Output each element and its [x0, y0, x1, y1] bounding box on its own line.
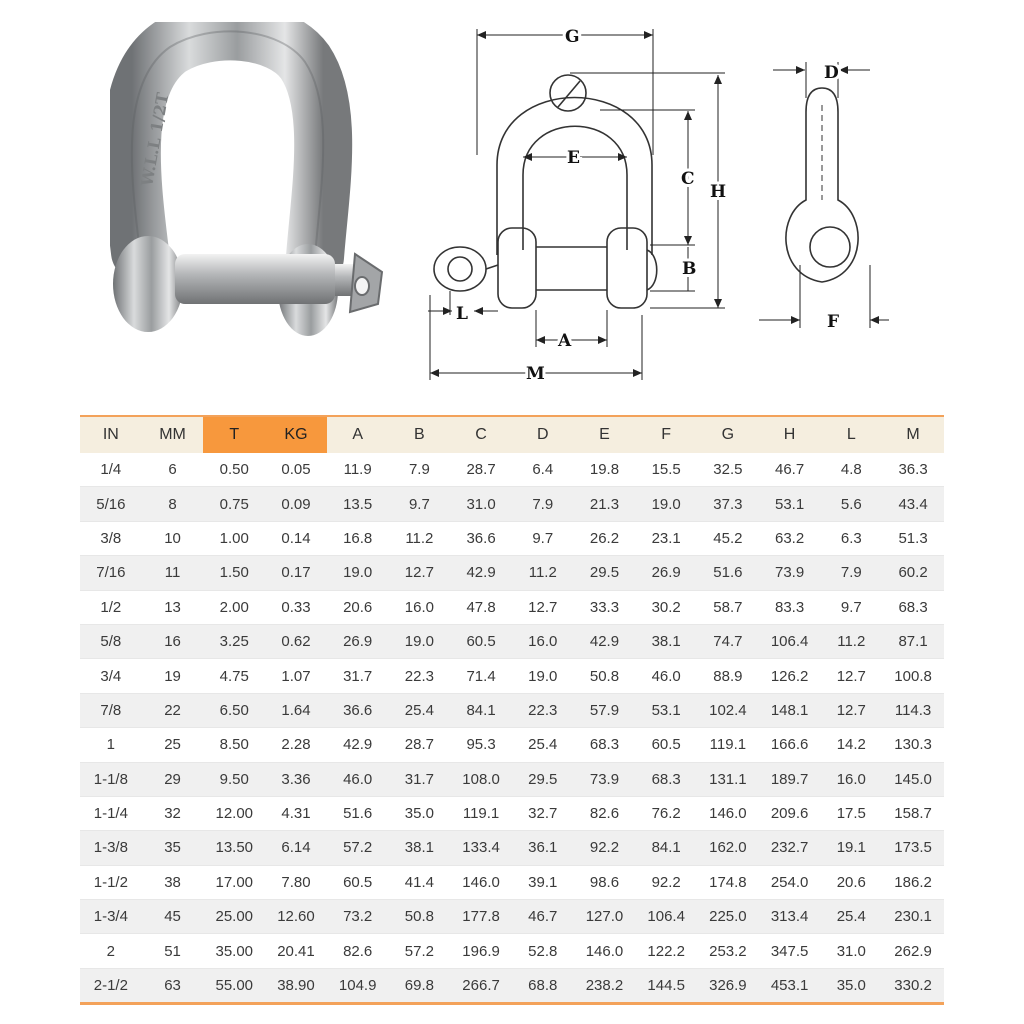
column-header-c: C: [450, 416, 512, 453]
dim-label-f: F: [827, 312, 840, 330]
table-cell-a: 46.0: [327, 762, 389, 796]
table-cell-kg: 0.62: [265, 624, 327, 658]
table-cell-in: 1-1/8: [80, 762, 142, 796]
table-cell-d: 29.5: [512, 762, 574, 796]
table-cell-h: 209.6: [759, 796, 821, 830]
column-header-in: IN: [80, 416, 142, 453]
table-cell-l: 4.8: [820, 453, 882, 487]
column-header-l: L: [820, 416, 882, 453]
column-header-h: H: [759, 416, 821, 453]
table-row: [80, 556, 944, 590]
table-cell-f: 38.1: [635, 624, 697, 658]
table-cell-b: 41.4: [389, 865, 451, 899]
table-cell-f: 30.2: [635, 590, 697, 624]
table-cell-l: 14.2: [820, 728, 882, 762]
table-cell-a: 31.7: [327, 659, 389, 693]
table-row: [80, 659, 944, 693]
table-cell-c: 84.1: [450, 693, 512, 727]
table-cell-h: 254.0: [759, 865, 821, 899]
table-cell-f: 106.4: [635, 900, 697, 934]
table-cell-g: 174.8: [697, 865, 759, 899]
table-cell-l: 19.1: [820, 831, 882, 865]
table-cell-h: 148.1: [759, 693, 821, 727]
table-cell-l: 5.6: [820, 487, 882, 521]
table-cell-mm: 51: [142, 934, 204, 968]
table-cell-h: 189.7: [759, 762, 821, 796]
column-header-kg: KG: [265, 416, 327, 453]
table-cell-kg: 7.80: [265, 865, 327, 899]
table-cell-m: 230.1: [882, 900, 944, 934]
table-cell-c: 196.9: [450, 934, 512, 968]
table-cell-h: 453.1: [759, 968, 821, 1003]
table-cell-c: 60.5: [450, 624, 512, 658]
table-cell-mm: 32: [142, 796, 204, 830]
table-cell-l: 6.3: [820, 521, 882, 555]
table-row: [80, 865, 944, 899]
table-cell-f: 60.5: [635, 728, 697, 762]
table-cell-t: 4.75: [203, 659, 265, 693]
table-cell-in: 1: [80, 728, 142, 762]
table-cell-in: 1-1/4: [80, 796, 142, 830]
table-cell-d: 12.7: [512, 590, 574, 624]
table-cell-f: 46.0: [635, 659, 697, 693]
table-cell-a: 104.9: [327, 968, 389, 1003]
table-cell-l: 31.0: [820, 934, 882, 968]
table-cell-b: 35.0: [389, 796, 451, 830]
table-cell-b: 16.0: [389, 590, 451, 624]
table-cell-kg: 4.31: [265, 796, 327, 830]
table-cell-f: 68.3: [635, 762, 697, 796]
table-cell-g: 146.0: [697, 796, 759, 830]
table-cell-t: 8.50: [203, 728, 265, 762]
table-cell-b: 57.2: [389, 934, 451, 968]
table-cell-t: 25.00: [203, 900, 265, 934]
table-cell-f: 122.2: [635, 934, 697, 968]
table-cell-d: 16.0: [512, 624, 574, 658]
table-cell-m: 68.3: [882, 590, 944, 624]
table-cell-m: 114.3: [882, 693, 944, 727]
table-cell-f: 92.2: [635, 865, 697, 899]
table-cell-l: 35.0: [820, 968, 882, 1003]
table-cell-c: 28.7: [450, 453, 512, 487]
table-cell-a: 57.2: [327, 831, 389, 865]
table-cell-f: 23.1: [635, 521, 697, 555]
table-cell-g: 37.3: [697, 487, 759, 521]
table-cell-in: 1-3/4: [80, 900, 142, 934]
table-cell-h: 166.6: [759, 728, 821, 762]
table-cell-in: 1-1/2: [80, 865, 142, 899]
column-header-t: T: [203, 416, 265, 453]
table-cell-d: 32.7: [512, 796, 574, 830]
table-cell-l: 16.0: [820, 762, 882, 796]
table-cell-g: 51.6: [697, 556, 759, 590]
table-cell-a: 19.0: [327, 556, 389, 590]
table-cell-h: 347.5: [759, 934, 821, 968]
table-cell-a: 26.9: [327, 624, 389, 658]
table-row: [80, 968, 944, 1003]
table-cell-kg: 1.07: [265, 659, 327, 693]
table-cell-a: 51.6: [327, 796, 389, 830]
table-cell-c: 266.7: [450, 968, 512, 1003]
table-cell-g: 102.4: [697, 693, 759, 727]
table-cell-g: 45.2: [697, 521, 759, 555]
table-cell-kg: 20.41: [265, 934, 327, 968]
table-cell-d: 46.7: [512, 900, 574, 934]
table-row: [80, 590, 944, 624]
table-row: [80, 900, 944, 934]
shackle-photo: [110, 22, 390, 352]
table-cell-b: 11.2: [389, 521, 451, 555]
table-cell-t: 6.50: [203, 693, 265, 727]
dim-label-e: E: [567, 148, 580, 168]
table-cell-b: 25.4: [389, 693, 451, 727]
table-cell-t: 1.00: [203, 521, 265, 555]
table-cell-a: 82.6: [327, 934, 389, 968]
table-cell-g: 88.9: [697, 659, 759, 693]
table-cell-t: 13.50: [203, 831, 265, 865]
table-cell-e: 29.5: [574, 556, 636, 590]
table-cell-g: 119.1: [697, 728, 759, 762]
table-cell-m: 87.1: [882, 624, 944, 658]
table-cell-g: 253.2: [697, 934, 759, 968]
spec-table: [80, 415, 944, 1005]
table-cell-e: 26.2: [574, 521, 636, 555]
table-cell-in: 1/4: [80, 453, 142, 487]
table-row: [80, 693, 944, 727]
shackle-front-diagram: [420, 15, 750, 390]
table-row: [80, 453, 944, 487]
table-cell-l: 17.5: [820, 796, 882, 830]
table-cell-a: 73.2: [327, 900, 389, 934]
table-cell-mm: 16: [142, 624, 204, 658]
shackle-side-diagram: [755, 50, 890, 330]
table-cell-h: 126.2: [759, 659, 821, 693]
table-cell-c: 71.4: [450, 659, 512, 693]
table-cell-t: 17.00: [203, 865, 265, 899]
table-cell-t: 9.50: [203, 762, 265, 796]
table-cell-g: 74.7: [697, 624, 759, 658]
column-header-mm: MM: [142, 416, 204, 453]
table-cell-m: 130.3: [882, 728, 944, 762]
table-cell-mm: 29: [142, 762, 204, 796]
table-cell-d: 19.0: [512, 659, 574, 693]
table-body: [80, 453, 944, 1004]
table-row: [80, 728, 944, 762]
table-cell-g: 32.5: [697, 453, 759, 487]
table-cell-b: 69.8: [389, 968, 451, 1003]
table-cell-t: 35.00: [203, 934, 265, 968]
table-cell-mm: 13: [142, 590, 204, 624]
table-cell-in: 2: [80, 934, 142, 968]
table-cell-mm: 35: [142, 831, 204, 865]
table-cell-in: 7/8: [80, 693, 142, 727]
table-header-row: [80, 416, 944, 453]
table-cell-e: 238.2: [574, 968, 636, 1003]
table-cell-g: 326.9: [697, 968, 759, 1003]
table-cell-kg: 0.33: [265, 590, 327, 624]
table-cell-e: 19.8: [574, 453, 636, 487]
table-cell-kg: 1.64: [265, 693, 327, 727]
table-cell-d: 36.1: [512, 831, 574, 865]
dim-label-g: G: [565, 27, 580, 47]
table-cell-g: 162.0: [697, 831, 759, 865]
table-cell-b: 31.7: [389, 762, 451, 796]
table-cell-h: 83.3: [759, 590, 821, 624]
table-cell-kg: 38.90: [265, 968, 327, 1003]
column-header-b: B: [389, 416, 451, 453]
table-cell-kg: 12.60: [265, 900, 327, 934]
table-cell-mm: 63: [142, 968, 204, 1003]
table-cell-e: 98.6: [574, 865, 636, 899]
table-row: [80, 762, 944, 796]
table-cell-d: 68.8: [512, 968, 574, 1003]
table-cell-mm: 10: [142, 521, 204, 555]
table-cell-kg: 6.14: [265, 831, 327, 865]
table-cell-in: 2-1/2: [80, 968, 142, 1003]
table-cell-l: 20.6: [820, 865, 882, 899]
dim-label-d: D: [824, 63, 839, 83]
table-cell-b: 19.0: [389, 624, 451, 658]
table-cell-b: 22.3: [389, 659, 451, 693]
table-cell-kg: 3.36: [265, 762, 327, 796]
dim-label-b: B: [682, 259, 697, 279]
table-cell-in: 1/2: [80, 590, 142, 624]
table-cell-c: 119.1: [450, 796, 512, 830]
dim-label-l: L: [456, 304, 468, 324]
table-cell-l: 25.4: [820, 900, 882, 934]
table-cell-h: 106.4: [759, 624, 821, 658]
table-cell-kg: 0.14: [265, 521, 327, 555]
dim-label-a: A: [558, 331, 572, 351]
table-cell-b: 7.9: [389, 453, 451, 487]
table-cell-m: 158.7: [882, 796, 944, 830]
table-cell-c: 36.6: [450, 521, 512, 555]
table-cell-h: 73.9: [759, 556, 821, 590]
table-cell-mm: 19: [142, 659, 204, 693]
table-cell-d: 9.7: [512, 521, 574, 555]
table-cell-a: 36.6: [327, 693, 389, 727]
table-cell-t: 3.25: [203, 624, 265, 658]
table-cell-f: 84.1: [635, 831, 697, 865]
column-header-e: E: [574, 416, 636, 453]
table-cell-kg: 0.09: [265, 487, 327, 521]
table-cell-e: 57.9: [574, 693, 636, 727]
column-header-g: G: [697, 416, 759, 453]
table-cell-d: 25.4: [512, 728, 574, 762]
column-header-f: F: [635, 416, 697, 453]
table-row: [80, 624, 944, 658]
table-cell-in: 3/4: [80, 659, 142, 693]
dim-label-c: C: [681, 169, 695, 189]
table-cell-b: 38.1: [389, 831, 451, 865]
table-cell-l: 11.2: [820, 624, 882, 658]
table-row: [80, 796, 944, 830]
table-row: [80, 934, 944, 968]
table-cell-m: 100.8: [882, 659, 944, 693]
table-cell-c: 47.8: [450, 590, 512, 624]
table-cell-t: 2.00: [203, 590, 265, 624]
table-cell-c: 146.0: [450, 865, 512, 899]
table-cell-g: 225.0: [697, 900, 759, 934]
table-cell-in: 3/8: [80, 521, 142, 555]
table-cell-h: 53.1: [759, 487, 821, 521]
table-cell-mm: 45: [142, 900, 204, 934]
table-row: [80, 487, 944, 521]
table-cell-f: 76.2: [635, 796, 697, 830]
table-cell-c: 95.3: [450, 728, 512, 762]
table-cell-f: 144.5: [635, 968, 697, 1003]
table-cell-l: 12.7: [820, 693, 882, 727]
table-cell-m: 51.3: [882, 521, 944, 555]
table-cell-kg: 0.05: [265, 453, 327, 487]
table-cell-l: 7.9: [820, 556, 882, 590]
table-cell-b: 12.7: [389, 556, 451, 590]
table-cell-h: 46.7: [759, 453, 821, 487]
table-cell-e: 21.3: [574, 487, 636, 521]
shackle-marking: W.L.L 1/2T: [137, 91, 173, 188]
table-cell-f: 53.1: [635, 693, 697, 727]
table-cell-e: 82.6: [574, 796, 636, 830]
table-cell-f: 15.5: [635, 453, 697, 487]
table-row: [80, 521, 944, 555]
table-cell-e: 146.0: [574, 934, 636, 968]
table-cell-mm: 22: [142, 693, 204, 727]
table-cell-d: 11.2: [512, 556, 574, 590]
table-cell-f: 26.9: [635, 556, 697, 590]
table-cell-in: 1-3/8: [80, 831, 142, 865]
table-cell-t: 12.00: [203, 796, 265, 830]
table-cell-kg: 2.28: [265, 728, 327, 762]
table-cell-c: 31.0: [450, 487, 512, 521]
table-cell-d: 6.4: [512, 453, 574, 487]
table-cell-e: 33.3: [574, 590, 636, 624]
table-cell-d: 7.9: [512, 487, 574, 521]
table-cell-in: 7/16: [80, 556, 142, 590]
table-cell-t: 0.75: [203, 487, 265, 521]
table-cell-a: 13.5: [327, 487, 389, 521]
table-cell-e: 73.9: [574, 762, 636, 796]
table-cell-c: 42.9: [450, 556, 512, 590]
table-cell-in: 5/16: [80, 487, 142, 521]
table-row: [80, 831, 944, 865]
dim-label-h: H: [710, 182, 727, 202]
table-cell-h: 232.7: [759, 831, 821, 865]
table-cell-d: 39.1: [512, 865, 574, 899]
table-cell-b: 50.8: [389, 900, 451, 934]
dim-label-m: M: [526, 364, 545, 384]
table-cell-m: 262.9: [882, 934, 944, 968]
table-cell-m: 145.0: [882, 762, 944, 796]
table-cell-m: 186.2: [882, 865, 944, 899]
table-cell-m: 43.4: [882, 487, 944, 521]
table-cell-mm: 6: [142, 453, 204, 487]
table-cell-b: 28.7: [389, 728, 451, 762]
table-cell-d: 22.3: [512, 693, 574, 727]
column-header-a: A: [327, 416, 389, 453]
table-cell-kg: 0.17: [265, 556, 327, 590]
table-cell-c: 177.8: [450, 900, 512, 934]
table-cell-a: 11.9: [327, 453, 389, 487]
column-header-d: D: [512, 416, 574, 453]
table-cell-h: 63.2: [759, 521, 821, 555]
table-cell-h: 313.4: [759, 900, 821, 934]
table-cell-m: 330.2: [882, 968, 944, 1003]
table-cell-mm: 8: [142, 487, 204, 521]
table-cell-a: 20.6: [327, 590, 389, 624]
table-cell-e: 68.3: [574, 728, 636, 762]
table-cell-g: 131.1: [697, 762, 759, 796]
table-cell-a: 42.9: [327, 728, 389, 762]
table-cell-m: 36.3: [882, 453, 944, 487]
table-cell-e: 127.0: [574, 900, 636, 934]
table-cell-b: 9.7: [389, 487, 451, 521]
table-cell-mm: 38: [142, 865, 204, 899]
table-cell-l: 9.7: [820, 590, 882, 624]
table-cell-g: 58.7: [697, 590, 759, 624]
table-cell-e: 50.8: [574, 659, 636, 693]
table-cell-mm: 11: [142, 556, 204, 590]
table-cell-a: 16.8: [327, 521, 389, 555]
column-header-m: M: [882, 416, 944, 453]
table-cell-f: 19.0: [635, 487, 697, 521]
table-cell-e: 42.9: [574, 624, 636, 658]
table-cell-d: 52.8: [512, 934, 574, 968]
table-cell-e: 92.2: [574, 831, 636, 865]
table-cell-c: 108.0: [450, 762, 512, 796]
table-cell-t: 55.00: [203, 968, 265, 1003]
table-cell-c: 133.4: [450, 831, 512, 865]
table-cell-t: 1.50: [203, 556, 265, 590]
table-cell-in: 5/8: [80, 624, 142, 658]
table-cell-a: 60.5: [327, 865, 389, 899]
table-cell-l: 12.7: [820, 659, 882, 693]
table-cell-mm: 25: [142, 728, 204, 762]
table-cell-m: 60.2: [882, 556, 944, 590]
table-cell-m: 173.5: [882, 831, 944, 865]
table-cell-t: 0.50: [203, 453, 265, 487]
